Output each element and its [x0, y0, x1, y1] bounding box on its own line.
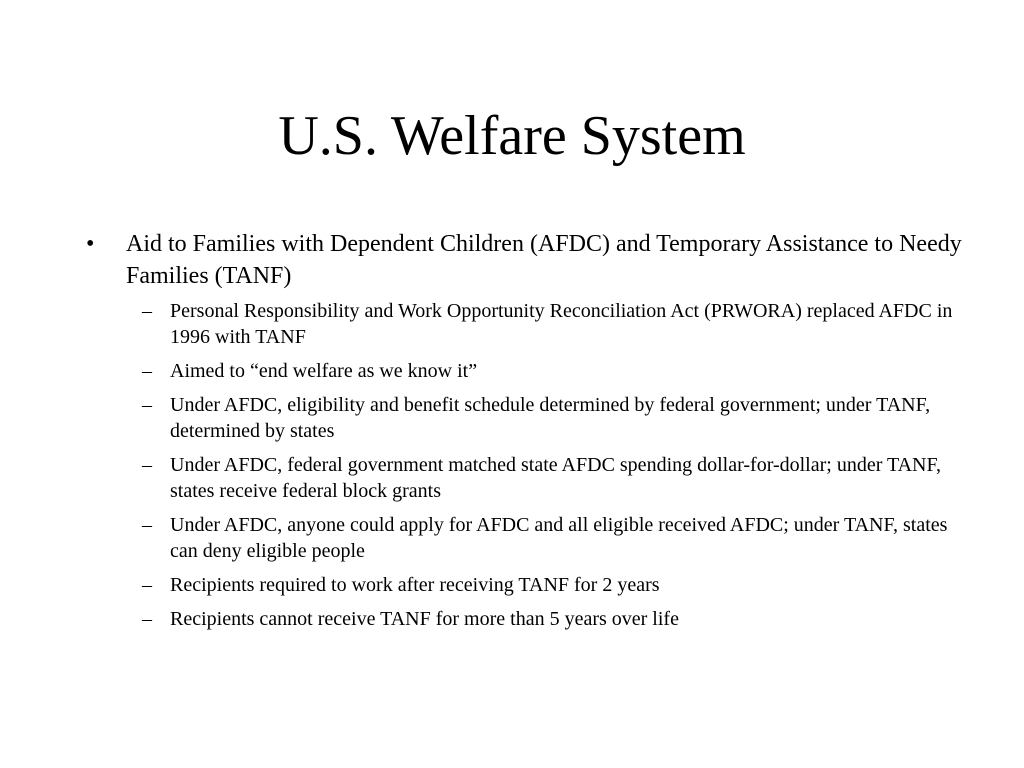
- sub-bullet-text: Recipients cannot receive TANF for more than 5 years over life: [170, 608, 679, 630]
- sub-bullet-text: Personal Responsibility and Work Opportunity Reconciliation Act (PRWORA) replaced AFDC in 1996 with TANF: [170, 300, 953, 348]
- sub-bullet-item: [84, 392, 964, 444]
- bullet-text: Aid to Families with Dependent Children (AFDC) and Temporary Assistance to Needy Families (TANF): [126, 231, 962, 289]
- sub-bullet-text: Under AFDC, eligibility and benefit schedule determined by federal government; under TANF, determined by states: [170, 394, 931, 442]
- sub-bullet-text: Recipients required to work after receiving TANF for 2 years: [170, 574, 660, 596]
- sub-bullet-marker: –: [142, 454, 152, 476]
- sub-bullet-item: [84, 572, 964, 598]
- sub-bullet-marker: –: [142, 514, 152, 536]
- sub-bullet-list: [84, 298, 964, 632]
- sub-bullet-item: [84, 358, 964, 384]
- sub-bullet-marker: –: [142, 360, 152, 382]
- slide-title: U.S. Welfare System: [278, 105, 746, 167]
- sub-bullet-marker: –: [142, 608, 152, 630]
- sub-bullet-text: Aimed to “end welfare as we know it”: [170, 360, 478, 382]
- sub-bullet-marker: –: [142, 394, 152, 416]
- sub-bullet-text: Under AFDC, federal government matched state AFDC spending dollar-for-dollar; under TANF, states receive federal block grants: [170, 454, 942, 502]
- sub-bullet-item: [84, 606, 964, 632]
- sub-bullet-item: [84, 512, 964, 564]
- bullet-marker: •: [86, 231, 95, 257]
- sub-bullet-item: [84, 452, 964, 504]
- sub-bullet-item: [84, 298, 964, 350]
- bullet-item: [84, 228, 964, 292]
- slide-body: [84, 228, 964, 640]
- sub-bullet-text: Under AFDC, anyone could apply for AFDC and all eligible received AFDC; under TANF, states can deny eligible people: [170, 514, 948, 562]
- sub-bullet-marker: –: [142, 300, 152, 322]
- sub-bullet-marker: –: [142, 574, 152, 596]
